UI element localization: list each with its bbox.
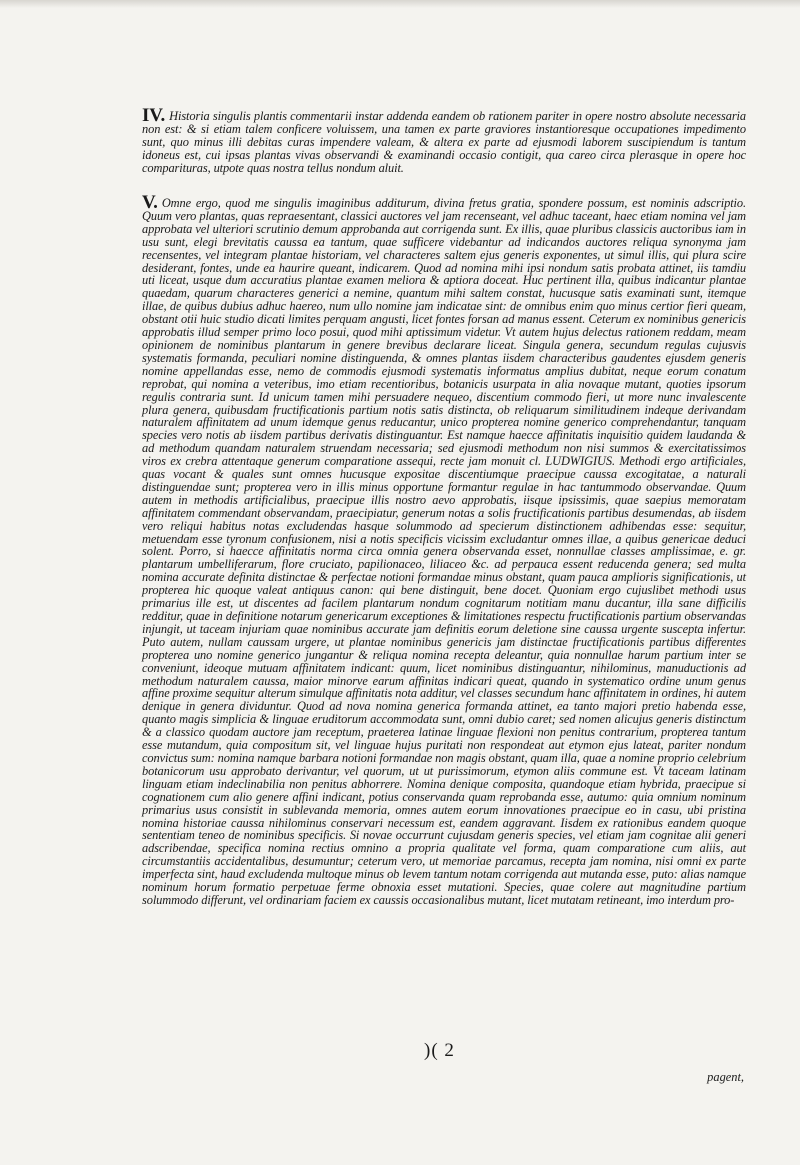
section-iv-paragraph bbox=[142, 105, 746, 175]
page-top-edge bbox=[0, 0, 800, 8]
signature-mark: )( 2 bbox=[424, 1040, 455, 1061]
section-v-text: Omne ergo, quod me singulis imaginibus additurum, divina fretus gratia, spondere possum, est nominis adscriptio. Quum vero plantas, quas repraesentant, classici auctores vel jam recenseant, vel adhuc taceant, haec etiam nomina vel jam approbata vel ulteriori scrutinio demum approbanda aut corrigenda sunt. Ex illis, quae pluribus classicis auctoribus iam in usu sunt, elegi brevitatis caussa ea tantum, quae sufficere videbantur ad indicandos auctores reliqua synonyma jam recensentes, vel integram plantae historiam, vel characteres saltem ejus generis exponentes, ut simul illis, qui plura scire desiderant, fontes, unde ea haurire queant, indicarem. Quod ad nomina mihi ipsi nondum satis probata attinet, iis tamdiu uti liceat, usque dum accuratius plantae examen meliora & aptiora doceat. Huc pertinent illa, quibus indicantur plantae quaedam, quarum characteres generici a nemine, quantum mihi saltem constat, hucusque satis examinati sunt, itemque illae, de quibus dubius adhuc haereo, num ullo nomine jam indicatae sint: de omnibus enim quo minus certior fieri queam, obstant otii huic studio dicati limites perquam angusti, licet fontes forsan ad manus essent. Ceterum ex nominibus genericis approbatis illud semper primo loco posui, quod mihi aptissimum videtur. Vt autem hujus delectus rationem reddam, meam opinionem de nominibus plantarum in genere brevibus declarare liceat. Singula genera, secundum regulas cujusvis systematis formanda, peculiari nomine distinguenda, & omnes plantas iisdem characteribus gaudentes ejusdem generis nomine appellandas esse, nemo de commodis ejusmodi systematis informatus amplius dubitat, neque eorum conatum reprobat, qui nomina a veteribus, imo etiam recentioribus, botanicis usurpata in alia novaque mutant, quoties ipsorum regulis contraria sunt. Id unicum tamen mihi persuadere nequeo, discentium commodo fieri, ut more nunc invalescente plura genera, quibusdam fructificationis partium notis satis distincta, ob reliquarum similitudinem indeque derivandam naturalem affinitatem ad unum idemque genus reducantur, unico propterea nomine generico comprehendantur, tanquam species vero notis ab iisdem partibus derivatis distinguantur. Est namque haecce affinitatis inquisitio quidem laudanda & ad methodum quandam naturalem struendam necessaria; sed ejusmodi methodum non nisi summos & exercitatissimos viros ex crebra attentaque generum comparatione assequi, recte jam monuit cl. LUDWIGIUS. Methodi ergo artificiales, quas vocant & quales sunt omnes hucusque expositae discentiumque praecipue caussa excogitatae, a naturali distinguendae sunt; propterea vero in illis minus opportune formantur regulae in hac tantummodo observandae. Quum autem in methodis artificialibus, praecipue illis nostro aevo approbatis, iisque ipsissimis, quae saepius memoratam affinitatem commendant observandam, praecipiatur, generum notas a solis fructificationis partibus desumendas, ab iisdem vero reliqui habitus notas excludendas hasque solummodo ad specierum distinctionem adhibendas esse: sequitur, metuendam esse tyronum confusionem, nisi a notis specificis vicissim excludantur omnes illae, a quibus genericae deduci solent. Porro, si haecce affinitatis norma circa omnia genera observanda esset, nonnullae classes amplissimae, e. gr. plantarum umbelliferarum, flore cruciato, papilionaceo, liliaceo &c. ad perpauca essent reducenda genera; sed multa nomina accurate definita distinctae & perfectae notioni formandae minus obstant, quam pauca amplioris significationis, ut propterea hic quoque valeat antiquus canon: qui bene distinguit, bene docet. Quoniam ergo cujuslibet methodi usus primarius ille est, ut discentes ad facilem plantarum nondum cognitarum notitiam manu ducantur, illa sane difficilis redditur, quae in definitione notarum genericarum exceptiones & limitationes respectu fructificationis partium observandas injungit, ut tacеam injuriam quae nominibus accurate jam definitis eorum deletione sine caussa urgente suscepta infertur. Putо autem, nullam caussam urgere, ut plantae nominibus genericis jam distinctae fructificationis partibus differentes propterea uno nomine generico jungantur & reliqua nomina recepta deleantur, quia nonnullae harum partium inter se conveniunt, ideoque mutuam affinitatem indicant: quum, licet nominibus distinguantur, nihilominus, manuductionis ad methodum naturalem caussa, maior minorve earum affinitas indicari queat, quando in systematico ordine unum genus affine proxime sequitur alterum simulque affinitatis nota additur, vel classes secundum hanc affinitatem in ordines, hi autem denique in genera dividuntur. Quod ad nova nomina generica formanda attinet, ea tanto majori pretio habenda esse, quanto magis simplicia & linguae eruditorum accommodata sunt, omni dubio caret; sed nomen alicujus generis distinctum & a classico quodam auctore jam receptum, praeterea latinae linguae flexioni non penitus contrarium, propterea tantum esse mutandum, quia compositum sit, vel linguae hujus puritati non respondeat aut etymon ejus lateat, pariter nondum convictus sum: nomina namque barbara notioni formandae non magis obstant, quam illa, quae a nomine proprio celebrium botanicorum usu approbato derivantur, vel quorum, ut ut purissimorum, etymon aliis commune est. Vt taceam latinam linguam etiam indeclinabilia non penitus abhorrere. Nomina denique composita, quandoque etiam hybrida, praecipue si cognationem cum alio genere affini indicant, potius conservanda quam reprobanda esse, autumo: quia omnium nominum primarius usus consistit in sublevanda memoria, omnes autem eorum innovationes praecipue eo in casu, ubi pristina nomina historiae caussa nihilominus conservari necessum est, eandem aggravant. Iisdem ex rationibus eandem quoque sententiam teneo de nominibus specificis. Si novae occurrunt cujusdam generis species, vel etiam jam cognitae alii generi adscribendae, specifica nomina rectius omnino a propria qualitate vel forma, quam comparatione cum aliis, aut circumstantiis accidentalibus, desumuntur; ceterum vero, ut memoriae parcamus, recepta jam nomina, nisi omni ex parte imperfecta sint, haud excludenda multoque minus ob levem tantum notam corrigenda aut mutanda esse, puto: alias namque nominum horum formatio perpetuae ferme obnoxia esset mutationi. Species, quae colere aut magnitudine partium solummodo differunt, vel ordinariam faciem ex caussis occasionalibus mutant, licet mutatam retineant, imo interdum pro- bbox=[142, 196, 746, 907]
section-v-paragraph bbox=[142, 192, 746, 907]
section-iv-text: Historia singulis plantis commentarii instar addenda eandem ob rationem pariter in opere nostro absolute necessaria non est: & si etiam talem conficere voluissem, una tamen ex parte graviores instantioresque occupationes impedimento sunt, quo minus illi debitas curas impendere valeam, & altera ex parte ad ejusmodi laborem suscipiendum is tantum idoneus est, cui ipsas plantas vivas observandi & examinandi occasio contigit, qua careo circa plerasque in opere hoc comparituras, utpote quas nostra tellus nondum aluit. bbox=[142, 109, 746, 175]
catchword: pagent, bbox=[707, 1070, 744, 1084]
section-v-numeral: V. bbox=[142, 192, 158, 213]
section-iv-numeral: IV. bbox=[142, 105, 166, 126]
